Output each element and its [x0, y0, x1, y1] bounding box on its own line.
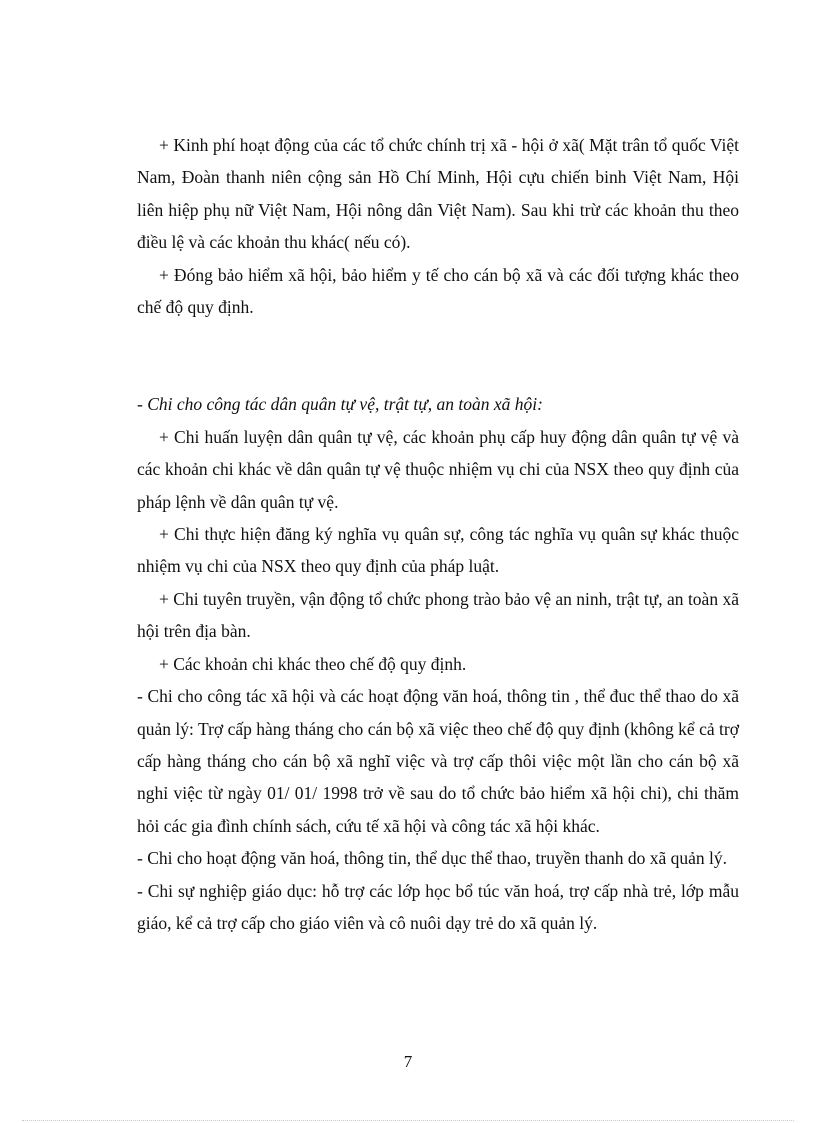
section-spacer [137, 323, 739, 388]
paragraph-culture-sports: - Chi cho hoạt động văn hoá, thông tin, thể dục thể thao, truyền thanh do xã quản lý. [137, 848, 728, 869]
paragraph-social-work: - Chi cho công tác xã hội và các hoạt động văn hoá, thông tin , thể đuc thể thao do xã quản lý: Trợ cấp hàng tháng cho cán bộ xã việc theo chế độ quy định (không kể cả trợ cấp hàng tháng cho cán bộ xã nghĩ việc và trợ cấp thôi việc một lần cho cán bộ xã nghỉ việc từ ngày 01/ 01/ 1998 trở về sau do tổ chức bảo hiểm xã hội chi), chi thăm hỏi các gia đình chính sách, cứu tế xã hội và công tác xã hội khác. [137, 686, 739, 836]
paragraph-military-registration: + Chi thực hiện đăng ký nghĩa vụ quân sự, công tác nghĩa vụ quân sự khác thuộc nhiệm vụ chi của NSX theo quy định của pháp luật. [137, 524, 739, 577]
paragraph-other-expenses: + Các khoản chi khác theo chế độ quy định. [159, 653, 467, 674]
page-number: 7 [403, 1052, 413, 1071]
heading-militia-security: - Chi cho công tác dân quân tự vệ, trật tự, an toàn xã hội: [137, 394, 543, 415]
paragraph-militia-training: + Chi huấn luyện dân quân tự vệ, các khoản phụ cấp huy động dân quân tự vệ và các khoản chi khác về dân quân tự vệ thuộc nhiệm vụ chi của NSX theo quy định của pháp lệnh về dân quân tự vệ. [137, 426, 739, 512]
page-bottom-divider [22, 1120, 794, 1121]
paragraph-social-insurance: + Đóng bảo hiểm xã hội, bảo hiểm y tế cho cán bộ xã và các đối tượng khác theo chế độ quy định. [137, 264, 739, 318]
paragraph-security-propaganda: + Chi tuyên truyền, vận động tổ chức phong trào bảo vệ an ninh, trật tự, an toàn xã hội trên địa bàn. [137, 588, 739, 642]
paragraph-political-orgs-funding: + Kinh phí hoạt động của các tổ chức chính trị xã - hội ở xã( Mặt trân tổ quốc Việt Nam, Đoàn thanh niên cộng sản Hồ Chí Minh, Hội cựu chiến binh Việt Nam, Hội liên hiệp phụ nữ Việt Nam, Hội nông dân Việt Nam). Sau khi trừ các khoản thu theo điều lệ và các khoản thu khác( nếu có). [137, 135, 739, 253]
document-body [137, 129, 739, 939]
paragraph-education: - Chi sự nghiệp giáo dục: hỗ trợ các lớp học bổ túc văn hoá, trợ cấp nhà trẻ, lớp mẫu giáo, kể cả trợ cấp cho giáo viên và cô nuôi dạy trẻ do xã quản lý. [137, 880, 739, 933]
